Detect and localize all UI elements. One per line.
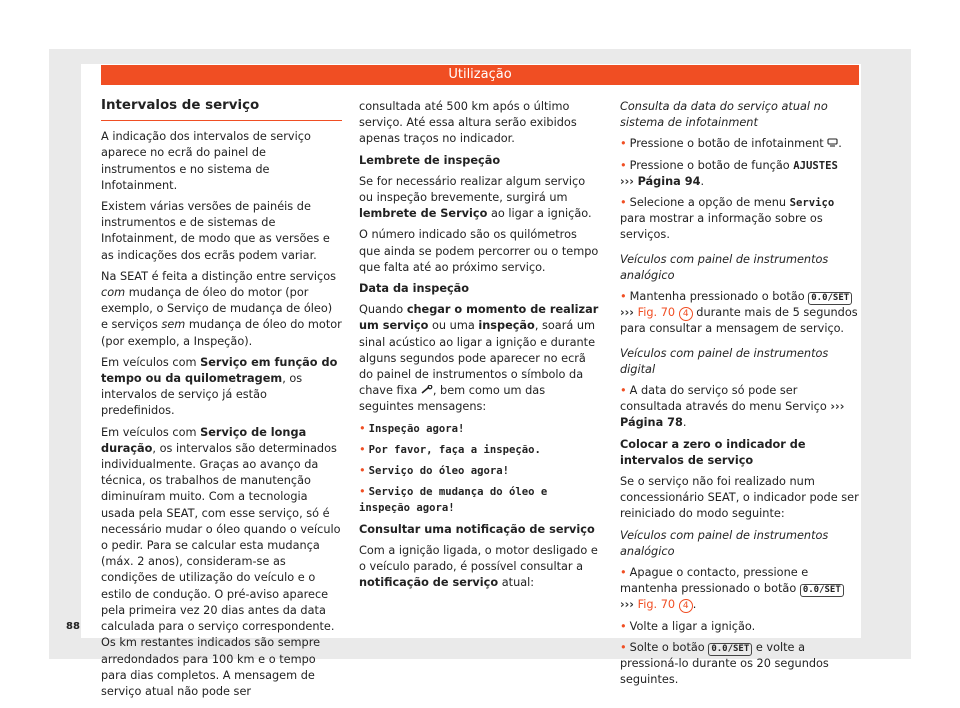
paragraph: Se for necessário realizar algum serviço ou inspeção brevemente, surgirá um lembrete de Serviço ao ligar a ignição.	[359, 174, 592, 221]
paragraph: O número indicado são os quilómetros que ainda se podem percorrer ou o tempo que falta até ao próximo serviço.	[359, 228, 599, 274]
paragraph: consultada até 500 km após o último serviço. Até essa altura serão exibidos apenas traços no indicador.	[359, 100, 577, 146]
list-item: • Solte o botão 0.0/SET e volte a pressioná-lo durante os 20 segundos seguintes.	[620, 640, 829, 687]
subheading-reset: Colocar a zero o indicador de intervalos de serviço	[620, 437, 806, 467]
paragraph: Com a ignição ligada, o motor desligado e o veículo parado, é possível consultar a notificação de serviço atual:	[359, 543, 598, 590]
italic-label: Veículos com painel de instrumentos digital	[620, 346, 829, 376]
column-right	[620, 99, 860, 694]
paragraph: Na SEAT é feita a distinção entre serviços com mudança de óleo do motor (por exemplo, o Serviço de mudança de óleo) e serviços sem mudança de óleo do motor (por exemplo, a Inspeção).	[101, 269, 342, 348]
subheading-consult-notification: Consultar uma notificação de serviço	[359, 522, 595, 536]
list-item: • Selecione a opção de menu Serviço para mostrar a informação sobre os serviços.	[620, 196, 835, 242]
list-item: • Apague o contacto, pressione e mantenha pressionado o botão 0.0/SET ››› Fig. 70 4 .	[620, 565, 860, 614]
subheading-inspection-date: Data da inspeção	[359, 282, 470, 296]
italic-label: Veículos com painel de instrumentos analógico	[620, 252, 829, 282]
page-number: 88	[66, 621, 80, 632]
italic-label: Consulta da data do serviço atual no sistema de infotainment	[620, 100, 828, 130]
paragraph: Em veículos com Serviço em função do tempo ou da quilometragem, os intervalos de serviço já estão predefinidos.	[101, 355, 338, 418]
list-item: • Serviço de mudança do óleo e inspeção agora!	[359, 485, 548, 515]
set-key-icon: 0.0/SET	[708, 643, 752, 656]
paragraph: Se o serviço não foi realizado num concessionário SEAT, o indicador pode ser reiniciado do modo seguinte:	[620, 475, 859, 521]
list-item: • Inspeção agora!	[359, 421, 465, 435]
list-item: • Volte a ligar a ignição.	[620, 619, 756, 633]
list-item: • Por favor, faça a inspeção.	[359, 442, 541, 456]
paragraph: A indicação dos intervalos de serviço aparece no ecrã do painel de instrumentos e no sistema de Infotainment.	[101, 130, 311, 192]
column-left	[101, 98, 342, 705]
paragraph: Existem várias versões de painéis de instrumentos e de sistemas de Infotainment, de modo que as versões e as indicações dos ecrãs podem variar.	[101, 200, 330, 262]
set-key-icon: 0.0/SET	[808, 292, 852, 305]
list-item: • Mantenha pressionado o botão 0.0/SET ››› Fig. 70 4 durante mais de 5 segundos para consultar a mensagem de serviço.	[620, 290, 858, 336]
list-item: • Serviço do óleo agora!	[359, 464, 509, 478]
section-title: Intervalos de serviço	[101, 98, 342, 121]
list-item: • Pressione o botão de função AJUSTES ››› Página 94.	[620, 158, 838, 188]
chapter-header: Utilização	[101, 65, 859, 85]
list-item: • Pressione o botão de infotainment .	[620, 137, 842, 151]
list-item: • A data do serviço só pode ser consultada através do menu Serviço ››› Página 78.	[620, 384, 845, 430]
column-middle	[359, 99, 601, 596]
wrench-icon	[421, 384, 433, 397]
italic-label: Veículos com painel de instrumentos analógico	[620, 528, 829, 558]
infotainment-icon	[827, 137, 838, 150]
paragraph: Quando chegar o momento de realizar um serviço ou uma inspeção, soará um sinal acústico ao ligar a ignição e durante alguns segundos pode aparecer no ecrã do painel de instrumentos o símbolo da chave fixa , bem como um das seguintes mensagens:	[359, 303, 599, 414]
paragraph: Em veículos com Serviço de longa duração, os intervalos são determinados individualmente. Graças ao avanço da técnica, os trabalhos de manutenção diminuíram muito. Com a tecnologia usada pela SEAT, com esse serviço, só é necessário mudar o óleo quando o veículo o pedir. Para se calcular esta mudança (máx. 2 anos), consideram-se as condições de utilização do veículo e o estilo de condução. O pré-aviso aparece pela primeira vez 20 dias antes da data calculada para o serviço correspondente. Os km restantes indicados são sempre arredondados para 100 km e o tempo para dias completos. A mensagem de serviço atual não pode ser	[101, 425, 341, 698]
set-key-icon: 0.0/SET	[800, 584, 844, 597]
subheading-inspection-reminder: Lembrete de inspeção	[359, 153, 501, 167]
